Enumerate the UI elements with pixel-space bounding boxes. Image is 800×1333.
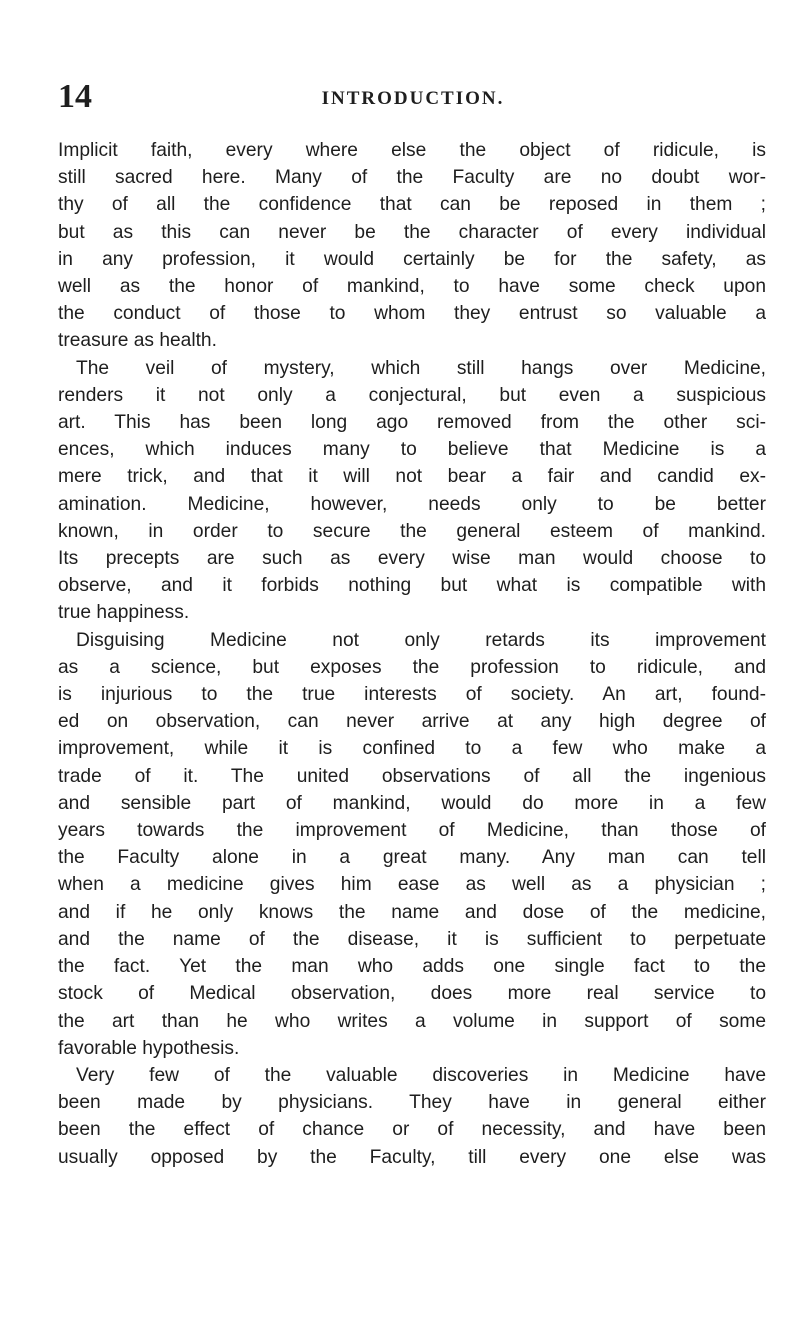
text-line: usually opposed by the Faculty, till every one else was	[58, 1146, 766, 1168]
text-line: is injurious to the true interests of society. An art, found-	[58, 684, 766, 706]
text-line: mere trick, and that it will not bear a fair and candid ex-	[58, 466, 766, 488]
text-line: stock of Medical observation, does more real service to	[58, 983, 766, 1005]
text-line: ed on observation, can never arrive at any high degree of	[58, 711, 766, 733]
text-line: thy of all the confidence that can be reposed in them ;	[58, 194, 766, 216]
text-line: years towards the improvement of Medicine, than those of	[58, 820, 766, 842]
text-line: art. This has been long ago removed from the other sci-	[58, 412, 766, 434]
running-head: INTRODUCTION.	[321, 88, 505, 109]
paragraph	[58, 627, 766, 1062]
paragraph	[58, 355, 766, 627]
text-line: Very few of the valuable discoveries in Medicine have	[76, 1064, 766, 1086]
text-line: Implicit faith, every where else the object of ridicule, is	[58, 140, 766, 161]
text-line: The veil of mystery, which still hangs over Medicine,	[76, 357, 766, 379]
text-line: trade of it. The united observations of all the ingenious	[58, 765, 766, 787]
text-line: observe, and it forbids nothing but what is compatible with	[58, 575, 766, 597]
text-line: and the name of the disease, it is sufficient to perpetuate	[58, 928, 766, 950]
text-line: treasure as health.	[58, 330, 217, 352]
page-number: 14	[58, 78, 92, 115]
text-line: the fact. Yet the man who adds one single fact to the	[58, 956, 766, 978]
text-line: as a science, but exposes the profession to ridicule, and	[58, 656, 766, 678]
text-line: and if he only knows the name and dose of the medicine,	[58, 901, 766, 923]
paragraph	[58, 137, 766, 355]
text-line: been the effect of chance or of necessity, and have been	[58, 1119, 766, 1141]
text-line: renders it not only a conjectural, but even a suspicious	[58, 384, 766, 406]
text-line: Disguising Medicine not only retards its improvement	[76, 629, 766, 651]
body-text	[58, 137, 766, 1171]
text-line: ences, which induces many to believe that Medicine is a	[58, 439, 766, 461]
text-line: well as the honor of mankind, to have some check upon	[58, 276, 766, 298]
text-line: but as this can never be the character of every individual	[58, 221, 766, 243]
text-line: in any profession, it would certainly be for the safety, as	[58, 248, 766, 270]
text-line: favorable hypothesis.	[58, 1037, 240, 1059]
paragraph	[58, 1062, 766, 1171]
text-line: improvement, while it is confined to a few who make a	[58, 738, 766, 760]
text-line: known, in order to secure the general esteem of mankind.	[58, 520, 766, 542]
text-line: been made by physicians. They have in general either	[58, 1092, 766, 1114]
text-line: still sacred here. Many of the Faculty are no doubt wor-	[58, 167, 766, 189]
text-line: the conduct of those to whom they entrust so valuable a	[58, 303, 766, 325]
page-header	[58, 78, 768, 118]
text-line: Its precepts are such as every wise man would choose to	[58, 548, 766, 570]
text-line: and sensible part of mankind, would do more in a few	[58, 792, 766, 814]
text-line: the art than he who writes a volume in support of some	[58, 1010, 766, 1032]
text-line: when a medicine gives him ease as well as a physician ;	[58, 874, 766, 896]
text-line: amination. Medicine, however, needs only to be better	[58, 493, 766, 515]
text-line: true happiness.	[58, 602, 190, 624]
text-line: the Faculty alone in a great many. Any man can tell	[58, 847, 766, 869]
